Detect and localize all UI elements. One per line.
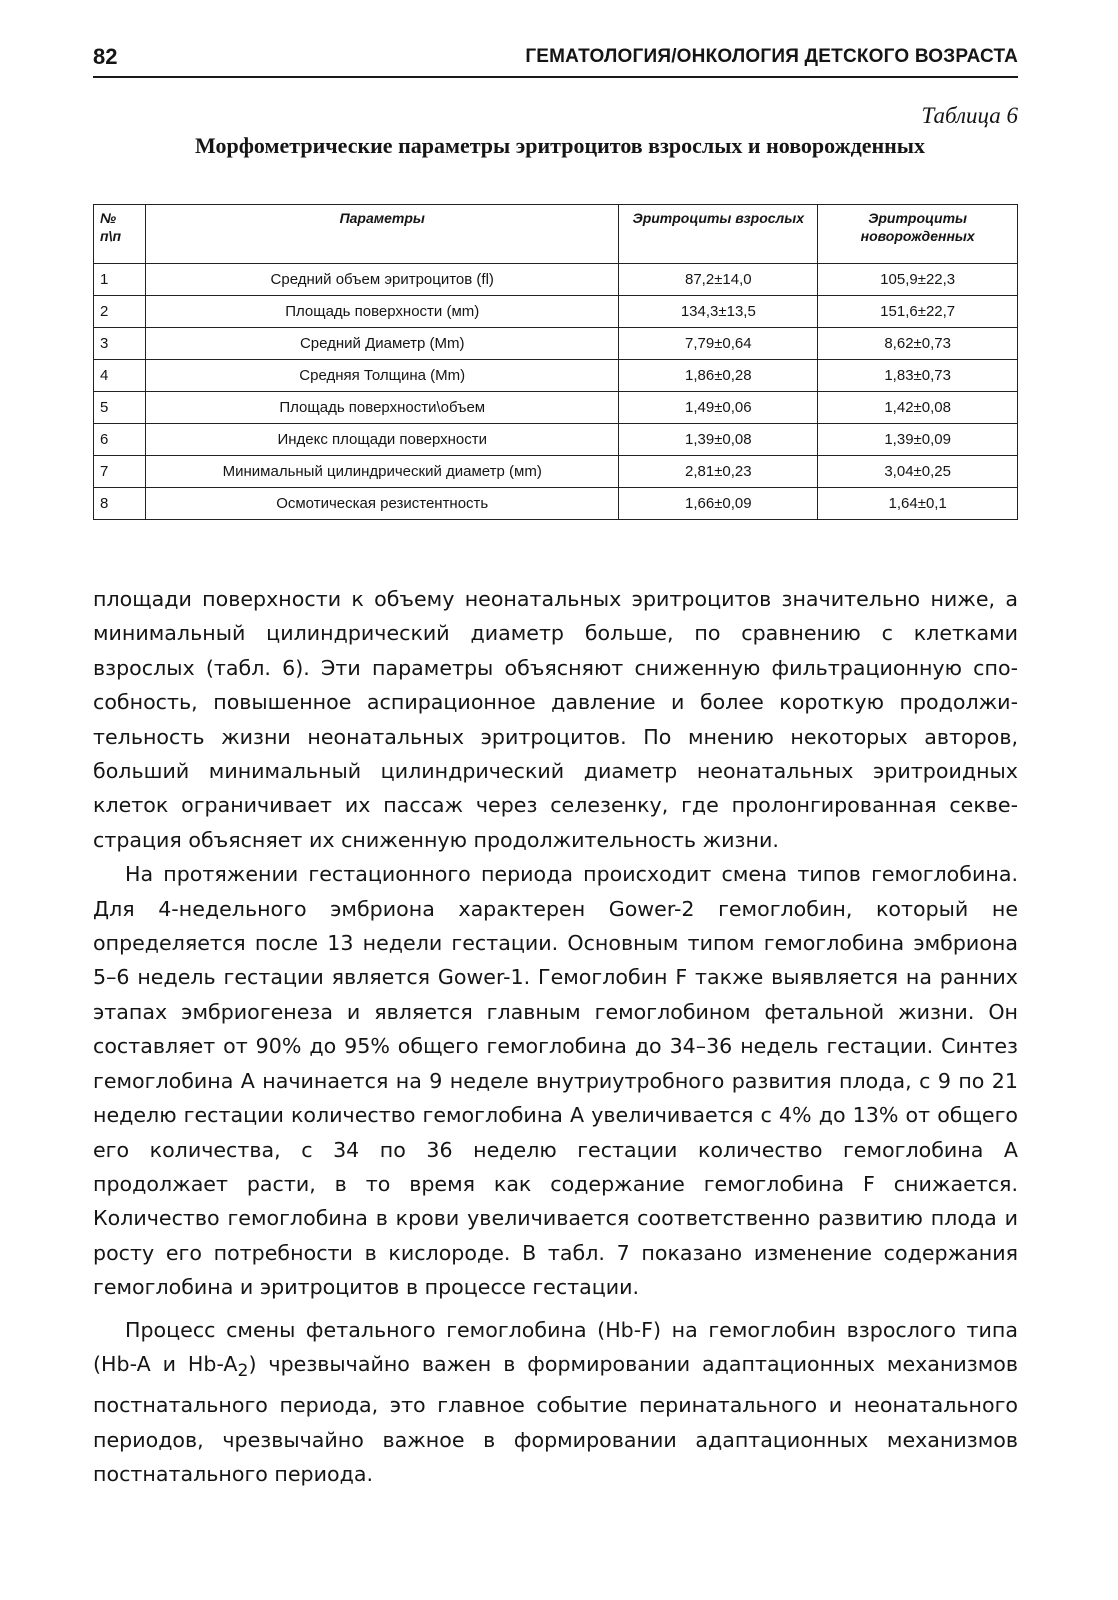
table-row [94,488,1018,520]
body-text [93,582,1018,1492]
table-row [94,424,1018,456]
row-number: 8 [94,488,146,520]
row-adult-value: 134,3±13,5 [619,296,818,328]
row-newborn-value: 8,62±0,73 [818,328,1018,360]
row-number: 1 [94,264,146,296]
table-row [94,296,1018,328]
row-parameter: Средний Диаметр (Мm) [146,328,619,360]
row-adult-value: 1,49±0,06 [619,392,818,424]
table-header-row [94,205,1018,264]
row-parameter: Средняя Толщина (Мm) [146,360,619,392]
paragraph-text: Процесс смены фетального гемоглобина (Hb-F) на гемоглобин взрослого типа (Hb-A и Hb-A [93,1317,1018,1376]
row-parameter: Минимальный цилиндрический диаметр (мm) [146,456,619,488]
row-adult-value: 2,81±0,23 [619,456,818,488]
table-body [94,264,1018,520]
row-newborn-value: 1,39±0,09 [818,424,1018,456]
column-header-adult: Эритроциты взрослых [619,205,818,264]
paragraph: На протяжении гестационного периода происходит смена типов гемоглобина. Для 4-недельного эмбриона характерен Gower-2 гемоглобин, который не определяется после 13 недели гестации. Основным типом гемоглобина эмбриона 5–6 недель гестации является Gower-1. Гемоглобин F также выявляется на ранних этапах эмбриогенеза и является главным гемоглобином фетальной жизни. Он составляет от 90% до 95% общего гемоглобина до 34–36 недель гестации. Синтез гемоглобина А начинается на 9 неделе внутриутробного развития плода, с 9 по 21 неделю гестации количество гемоглобина А увеличивается с 4% до 13% от общего его количества, с 34 по 36 неделю гестации количество гемоглобина А продолжает расти, в то время как содержание гемоглобина F снижается. Количество гемоглобина в крови увеличивается соответственно развитию плода и росту его потребности в кислороде. В табл. 7 показано изменение содержания гемоглобина и эритроцитов в процессе гестации. [93,862,1018,1300]
column-header-number: № п\п [94,205,146,264]
row-adult-value: 87,2±14,0 [619,264,818,296]
table-row [94,264,1018,296]
row-newborn-value: 151,6±22,7 [818,296,1018,328]
paragraph [93,1313,1018,1492]
row-parameter: Площадь поверхности\объем [146,392,619,424]
row-number: 2 [94,296,146,328]
running-head [93,42,1018,78]
row-newborn-value: 3,04±0,25 [818,456,1018,488]
table-row [94,456,1018,488]
row-parameter: Площадь поверхности (мm) [146,296,619,328]
row-adult-value: 7,79±0,64 [619,328,818,360]
row-number: 6 [94,424,146,456]
subscript-number: 2 [237,1361,249,1382]
paragraph: площади поверхности к объему неонатальных эритроцитов значительно ниже, а минимальный цилиндрический диаметр больше, по сравнению с клетками взрослых (табл. 6). Эти параметры объясняют сниженную фильтрационную способность, повышенное аспирационное давление и более короткую продолжительность жизни неонатальных эритроцитов. По мнению некоторых авторов, больший минимальный цилиндрический диаметр неонатальных эритроидных клеток ограничивает их пассаж через селезенку, где пролонгированная секвестрация объясняет их сниженную продолжительность жизни. [93,587,1018,852]
morphometry-table [93,204,1018,520]
table-title: Морфометрические параметры эритроцитов взрослых и новорожденных [195,133,925,158]
row-parameter: Осмотическая резистентность [146,488,619,520]
row-newborn-value: 1,42±0,08 [818,392,1018,424]
row-number: 3 [94,328,146,360]
page-number: 82 [93,44,118,69]
row-newborn-value: 1,83±0,73 [818,360,1018,392]
row-number: 4 [94,360,146,392]
row-newborn-value: 1,64±0,1 [818,488,1018,520]
running-title: ГЕМАТОЛОГИЯ/ОНКОЛОГИЯ ДЕТСКОГО ВОЗРАСТА [525,46,1018,67]
table-row [94,360,1018,392]
row-parameter: Индекс площади поверхности [146,424,619,456]
column-header-parameters: Параметры [146,205,619,264]
paragraph-text: ) чрезвычайно важен в формировании адаптационных механизмов постнатального периода, это главное событие перинатального и неонатального периодов, чрезвычайно важное в формировании адаптационных механизмов постнатального периода. [93,1351,1019,1487]
row-adult-value: 1,86±0,28 [619,360,818,392]
table-row [94,392,1018,424]
row-parameter: Средний объем эритроцитов (fl) [146,264,619,296]
row-newborn-value: 105,9±22,3 [818,264,1018,296]
table-label: Таблица 6 [921,103,1018,128]
row-adult-value: 1,66±0,09 [619,488,818,520]
table-row [94,328,1018,360]
row-adult-value: 1,39±0,08 [619,424,818,456]
row-number: 5 [94,392,146,424]
row-number: 7 [94,456,146,488]
column-header-newborn: Эритроциты новорожденных [818,205,1018,264]
